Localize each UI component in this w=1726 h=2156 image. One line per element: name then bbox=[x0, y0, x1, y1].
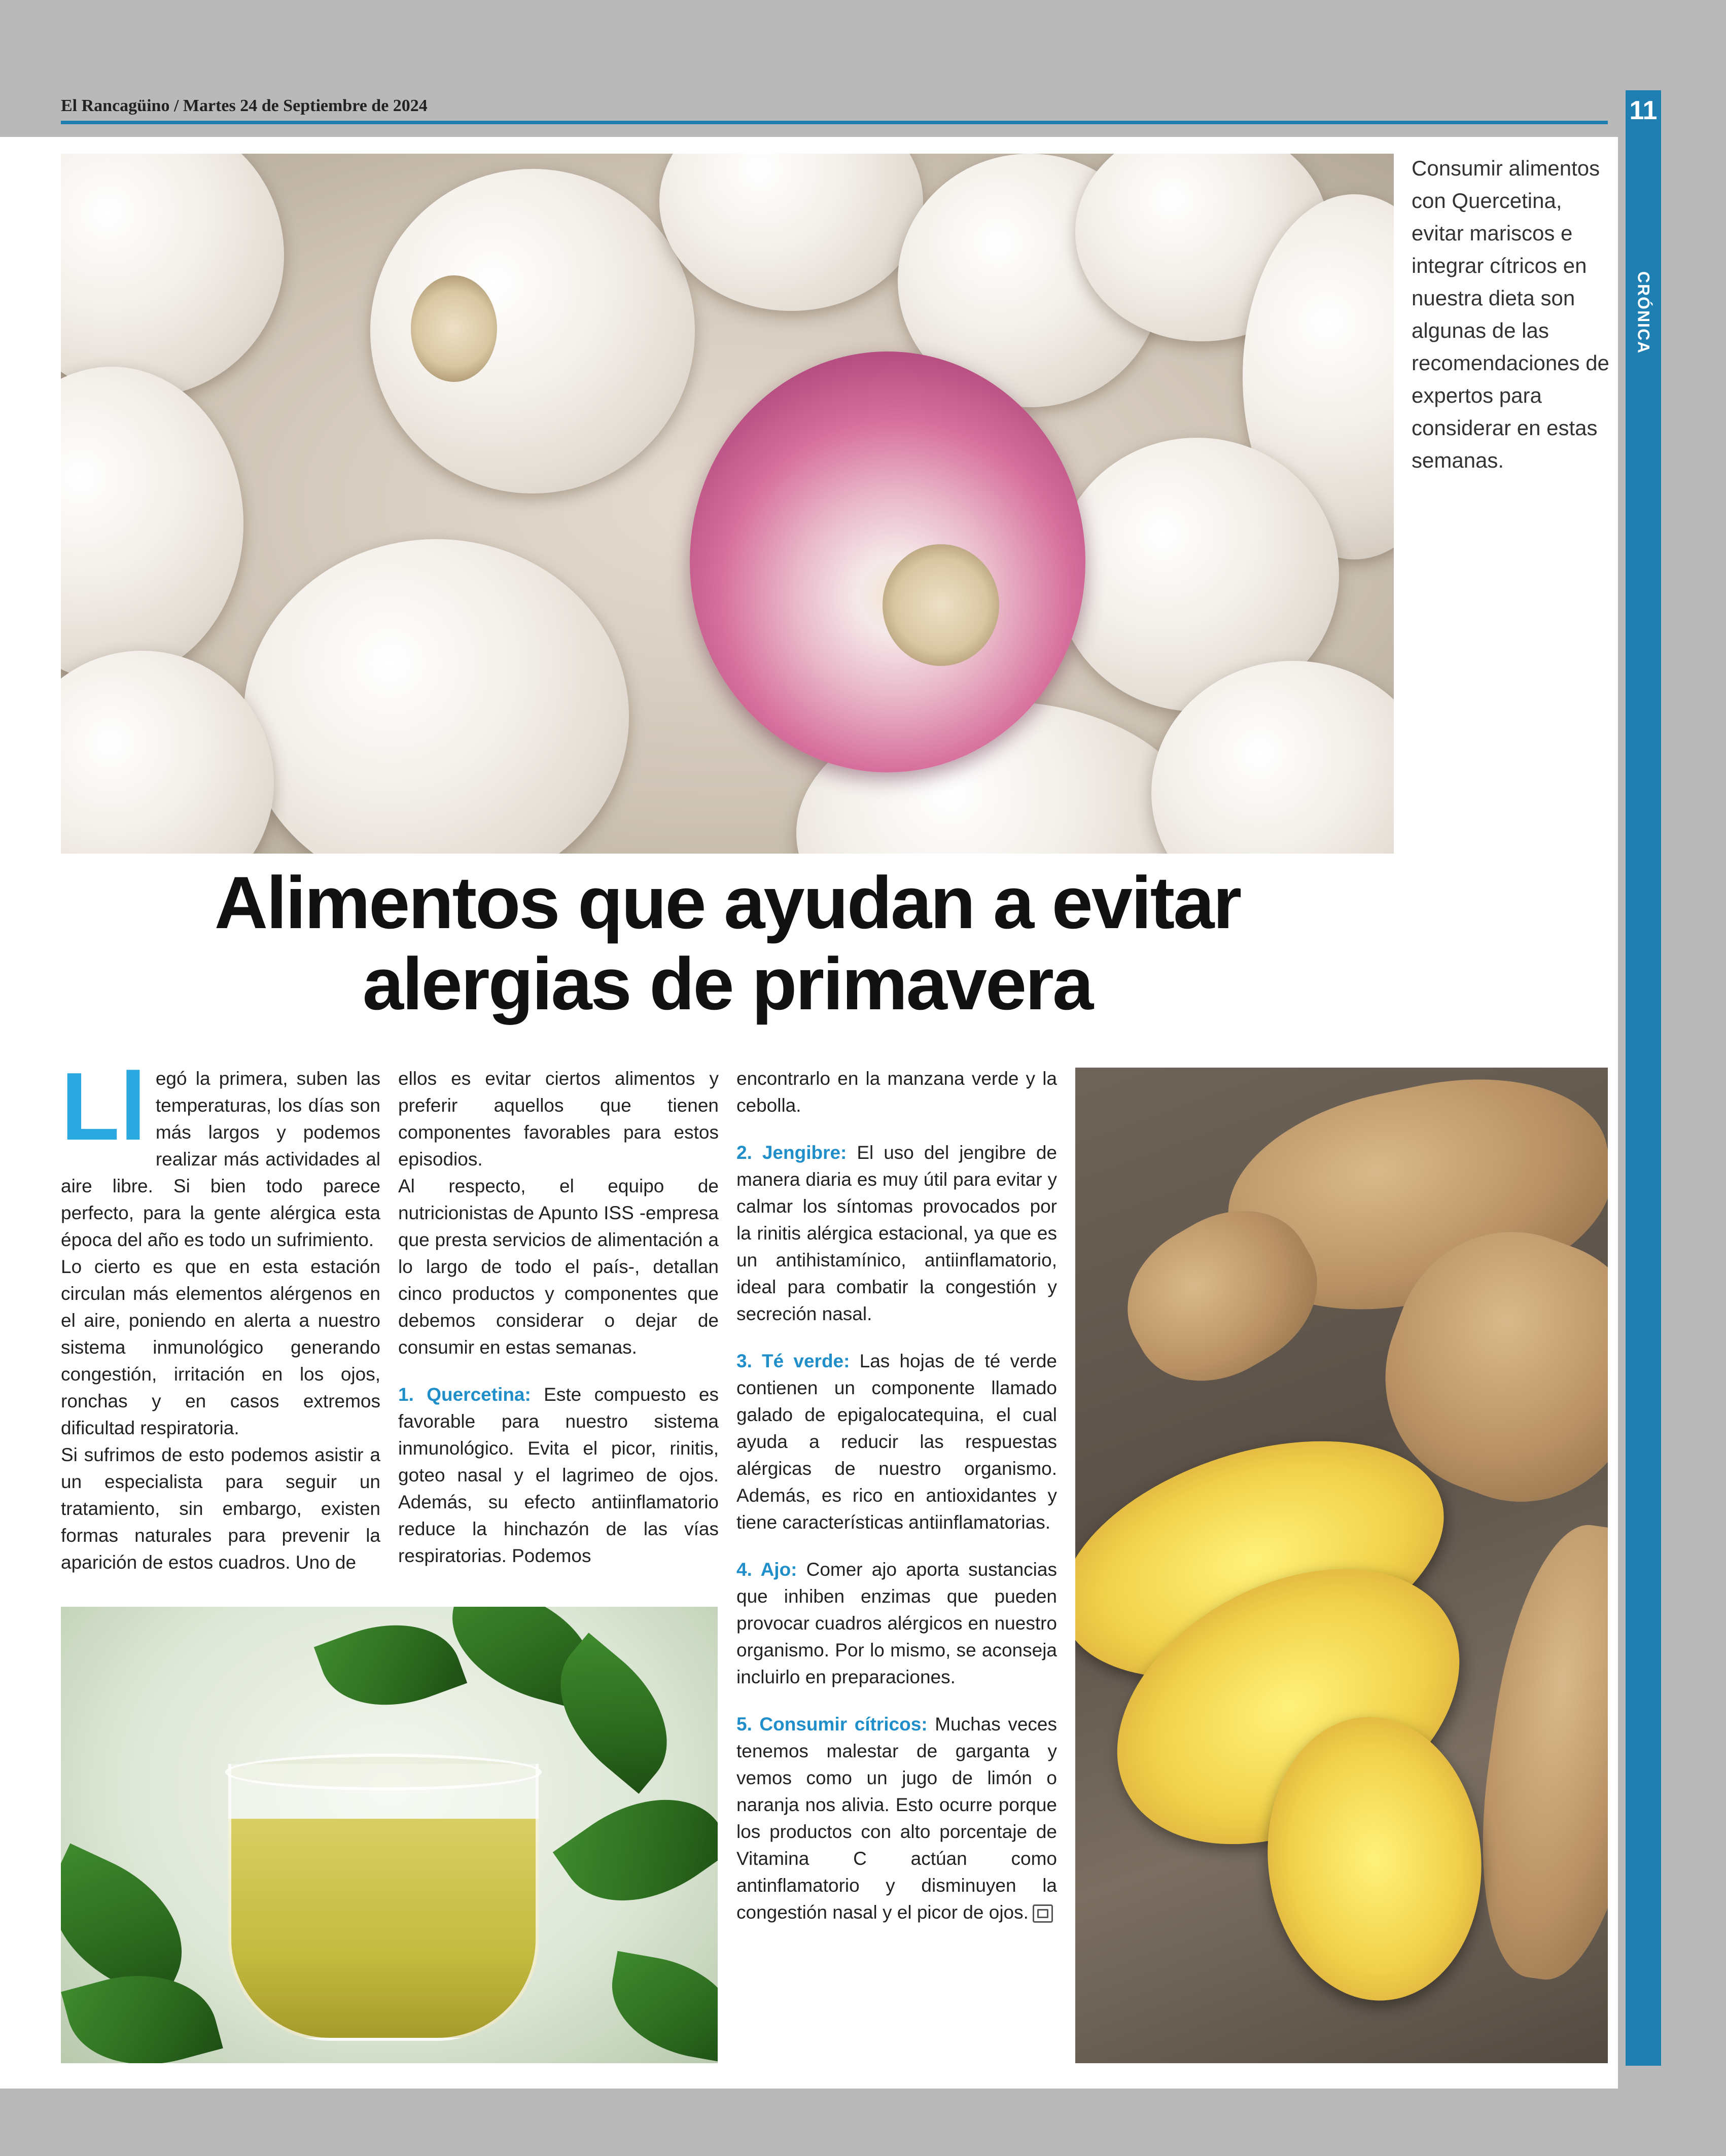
article-paragraph: Al respecto, el equipo de nutricionistas de Apunto ISS -empresa que presta servicios de alimentación a lo largo de todo el país-, detallan cinco productos y componentes que debemos considerar o dejar de consumir en estas semanas. bbox=[398, 1176, 719, 1358]
mint-leaf bbox=[602, 1951, 718, 2063]
list-item: 2. Jengibre: El uso del jengibre de manera diaria es muy útil para evitar y calmar los síntomas provocados por la rinitis alérgica estacional, ya que es un antihistamínico, antiinflamatorio, ideal para combatir la congestión y secreción nasal. bbox=[736, 1142, 1057, 1324]
article-paragraph: Lo cierto es que en esta estación circulan más elementos alérgenos en el aire, poniendo en alerta a nuestro sistema inmunológico generando congestión, irritación en los ojos, ronchas y en casos extremos dificultad respiratoria. bbox=[61, 1256, 380, 1438]
item-label: 3. Té verde: bbox=[736, 1351, 850, 1371]
list-item: 5. Consumir cítricos: Muchas veces tenemos malestar de garganta y vemos como un jugo de limón o naranja nos alivia. Esto ocurre porque los productos con alto porcentaje de Vitamina C actúan como antinflamatorio y disminuyen la congestión nasal y el picor de ojos. bbox=[736, 1714, 1057, 1923]
article-column-3 bbox=[736, 1065, 1057, 1926]
issue-date: Martes 24 de Septiembre de 2024 bbox=[183, 96, 428, 115]
photo-caption: Consumir alimentos con Quercetina, evitar mariscos e integrar cítricos en nuestra dieta son algunas de las recomendaciones de expertos para considerar en estas semanas. bbox=[1412, 156, 1609, 472]
garlic-bulb bbox=[61, 154, 284, 397]
header-rule bbox=[61, 121, 1608, 124]
article-paragraph: encontrarlo en la manzana verde y la cebolla. bbox=[736, 1068, 1057, 1116]
item-label: 5. Consumir cítricos: bbox=[736, 1714, 928, 1735]
garlic-bulb bbox=[659, 154, 923, 311]
green-tea-photo bbox=[61, 1607, 718, 2063]
end-of-article-icon bbox=[1033, 1904, 1053, 1923]
garlic-bulb bbox=[61, 651, 274, 854]
garlic-bulb bbox=[370, 169, 695, 493]
page-header: El Rancagüino / Martes 24 de Septiembre de 2024 bbox=[61, 96, 428, 115]
item-label: 2. Jengibre: bbox=[736, 1142, 847, 1163]
mint-leaf bbox=[314, 1607, 467, 1728]
page-number: 11 bbox=[1629, 96, 1658, 125]
garlic-photo bbox=[61, 154, 1394, 854]
section-label: CRÓNICA bbox=[1634, 271, 1653, 355]
headline-line-2: alergias de primavera bbox=[362, 942, 1093, 1025]
headline-line-1: Alimentos que ayudan a evitar bbox=[214, 861, 1241, 944]
ginger-root bbox=[1460, 1516, 1608, 1989]
article-column-1 bbox=[61, 1053, 380, 1576]
garlic-bulb bbox=[243, 539, 629, 854]
article-paragraph: ellos es evitar ciertos alimentos y preferir aquellos que tienen componentes favorables para estos episodios. bbox=[398, 1068, 719, 1170]
section-sidebar bbox=[1626, 90, 1661, 2066]
list-item: 3. Té verde: Las hojas de té verde contienen un componente llamado galado de epigalocatequina, el cual ayuda a reducir las respuestas alérgicas de nuestro organismo. Además, es rico en antioxidantes y tiene características antiinflamatorias. bbox=[736, 1351, 1058, 1533]
item-label: 4. Ajo: bbox=[736, 1559, 797, 1580]
publication-name: El Rancagüino bbox=[61, 96, 170, 115]
list-item: 4. Ajo: Comer ajo aporta sustancias que inhiben enzimas que pueden provocar cuadros alérgicos en nuestro organismo. Por lo mismo, se aconseja incluirlo en preparaciones. bbox=[736, 1559, 1057, 1687]
list-item: 1. Quercetina: Este compuesto es favorable para nuestro sistema inmunológico. Evita el picor, rinitis, goteo nasal y el lagrimeo de ojos. Además, su efecto antiinflamatorio reduce la hinchazón de las vías respiratorias. Podemos bbox=[398, 1384, 719, 1566]
article-column-2 bbox=[398, 1065, 719, 1569]
article-paragraph: Ll egó la primera, suben las temperaturas, los días son más largos y podemos realizar más actividades al aire libre. Si bien todo parece perfecto, para la gente alérgica esta época del año es todo un sufrimiento. bbox=[61, 1053, 380, 1250]
headline bbox=[61, 862, 1394, 1024]
garlic-bulb bbox=[61, 367, 243, 681]
purple-garlic-bulb bbox=[690, 351, 1085, 772]
article-paragraph: Si sufrimos de esto podemos asistir a un especialista para seguir un tratamiento, sin embargo, existen formas naturales para prevenir la aparición de estos cuadros. Uno de bbox=[61, 1444, 380, 1573]
item-label: 1. Quercetina: bbox=[398, 1384, 531, 1405]
tea-cup bbox=[228, 1764, 539, 2041]
ginger-photo bbox=[1075, 1068, 1608, 2063]
drop-cap: Ll bbox=[61, 1053, 147, 1160]
